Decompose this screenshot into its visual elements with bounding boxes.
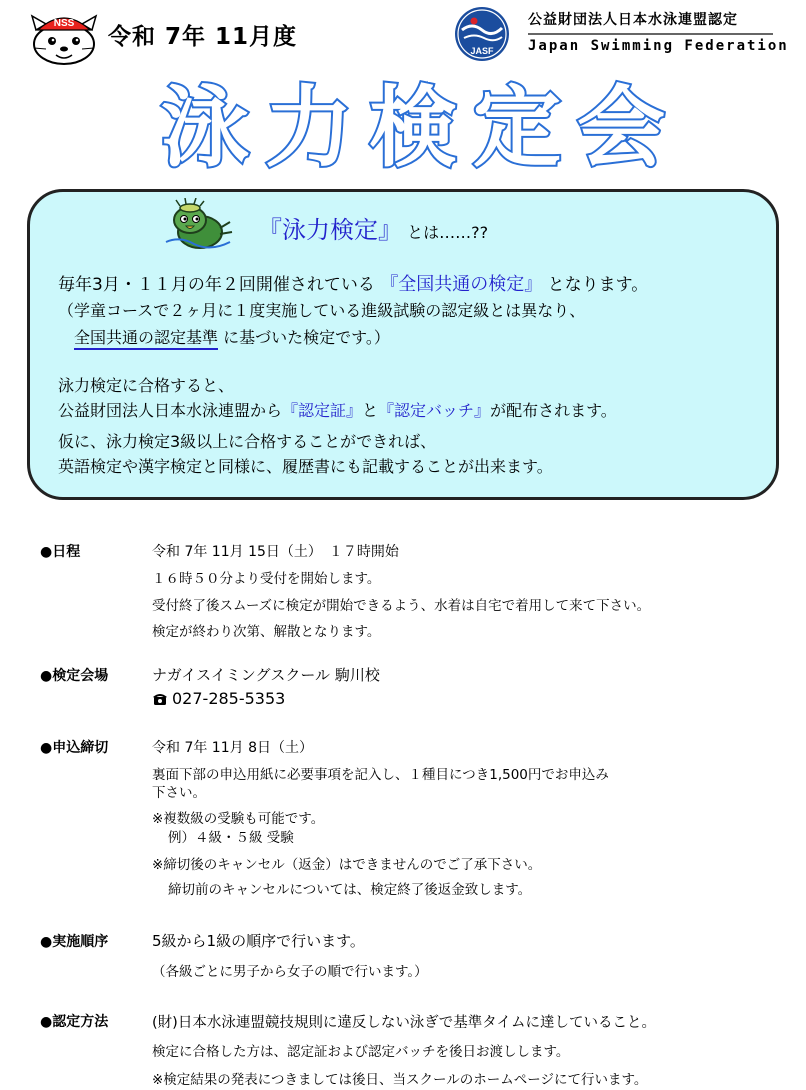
era-title: 令和 7年 11月度 xyxy=(108,24,298,50)
info-p1-line1 xyxy=(58,270,648,296)
schedule-swimsuit-note: 受付終了後スムーズに検定が開始できるよう、水着は自宅で着用して来て下さい。 xyxy=(152,598,651,614)
info-p2-highlight-2: 『認定バッチ』 xyxy=(378,401,491,420)
info-p1-tail: となります。 xyxy=(547,275,649,295)
venue-phone: 027-285-5353 xyxy=(172,689,286,708)
info-p1-line3-tail: に基づいた検定です。） xyxy=(223,328,390,347)
info-p1-text: 毎年3月・１１月の年２回開催されている xyxy=(58,275,375,295)
info-p1-line3 xyxy=(74,325,390,348)
title-char-1: 泳 xyxy=(160,78,250,178)
venue-phone-line xyxy=(152,689,285,708)
deadline-date: 令和 7年 11月 8日（土） xyxy=(152,740,313,756)
venue-name: ナガイスイミングスクール 駒川校 xyxy=(152,666,380,684)
info-p2-text: 公益財団法人日本水泳連盟から xyxy=(58,401,283,420)
nss-mascot-logo xyxy=(26,8,102,66)
deadline-application: 裏面下部の申込用紙に必要事項を記入し、１種目につき1,500円でお申込み xyxy=(152,767,609,783)
deadline-application-cont: 下さい。 xyxy=(152,785,206,801)
info-p2-line1: 泳力検定に合格すると、 xyxy=(58,376,235,395)
federation-name: Japan Swimming Federation xyxy=(528,38,789,54)
schedule-dismissal: 検定が終わり次第、解散となります。 xyxy=(152,624,381,640)
nss-logo-text: NSS xyxy=(53,18,75,29)
method-line1: (財)日本水泳連盟競技規則に違反しない泳ぎで基準タイムに達していること。 xyxy=(152,1015,657,1031)
method-line2: 検定に合格した方は、認定証および認定バッチを後日お渡しします。 xyxy=(152,1044,570,1060)
order-line1: 5級から1級の順序で行います。 xyxy=(152,932,365,950)
info-p2-and: と xyxy=(362,401,379,420)
deadline-note-example: 例）４級・５級 受験 xyxy=(168,830,294,846)
method-label: ●認定方法 xyxy=(40,1014,109,1030)
info-p3-line2: 英語検定や漢字検定と同様に、履歴書にも記載することが出来ます。 xyxy=(58,457,553,476)
title-char-2: 力 xyxy=(264,78,354,178)
deadline-label: ●申込締切 xyxy=(40,740,109,756)
info-p2-highlight-1: 『認定証』 xyxy=(282,401,363,420)
title-char-4: 定 xyxy=(472,78,562,178)
jasf-logo-text: JASF xyxy=(470,46,494,56)
jasf-logo xyxy=(444,4,520,66)
header-divider xyxy=(528,33,773,35)
venue-label: ●検定会場 xyxy=(40,668,109,684)
deadline-note-multiple: ※複数級の受験も可能です。 xyxy=(152,811,325,827)
method-line3: ※検定結果の発表につきましては後日、当スクールのホームページにて行います。 xyxy=(152,1072,648,1088)
schedule-reception: １６時５０分より受付を開始します。 xyxy=(152,571,381,587)
info-heading xyxy=(258,210,488,245)
page-title xyxy=(0,78,806,178)
phone-icon xyxy=(152,692,168,706)
title-char-5: 会 xyxy=(576,78,666,178)
info-p2-line2 xyxy=(58,398,617,421)
info-p1-underline: 全国共通の認定基準 xyxy=(74,328,218,350)
certification-text: 公益財団法人日本水泳連盟認定 xyxy=(528,12,738,28)
kappa-mascot-icon xyxy=(160,198,234,254)
info-p2-tail: が配布されます。 xyxy=(490,401,617,420)
info-p1-line2: （学童コースで２ヶ月に１度実施している進級試験の認定級とは異なり、 xyxy=(58,301,586,320)
schedule-label: ●日程 xyxy=(40,544,81,560)
info-p3-line1: 仮に、泳力検定3級以上に合格することができれば、 xyxy=(58,432,437,451)
title-char-3: 検 xyxy=(368,78,458,178)
deadline-note-refund: 締切前のキャンセルについては、検定終了後返金致します。 xyxy=(168,882,532,898)
info-p1-highlight: 『全国共通の検定』 xyxy=(380,274,543,295)
info-heading-tail: とは……?? xyxy=(407,223,489,242)
order-line2: （各級ごとに男子から女子の順で行います。） xyxy=(152,964,428,980)
info-heading-highlight: 『泳力検定』 xyxy=(258,216,402,244)
schedule-date: 令和 7年 11月 15日（土） １７時開始 xyxy=(152,544,399,560)
order-label: ●実施順序 xyxy=(40,934,109,950)
deadline-note-cancel: ※締切後のキャンセル（返金）はできませんのでご了承下さい。 xyxy=(152,857,542,873)
